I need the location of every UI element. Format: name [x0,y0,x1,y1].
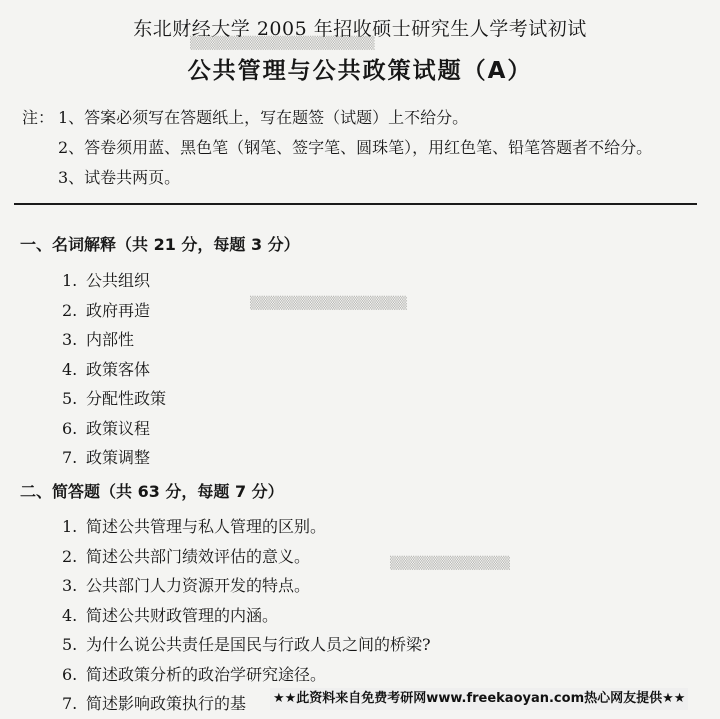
note-line [22,103,652,133]
item-number: 6. [62,664,78,684]
list-item [62,512,431,542]
item-number: 4. [62,605,78,625]
school-title: 东北财经大学 2005 年招收硕士研究生人学考试初试 [133,18,587,40]
item-text: 政策调整 [86,448,151,467]
item-text: 公共部门人力资源开发的特点。 [86,576,311,595]
item-number: 7. [62,694,78,713]
item-text: 公共组织 [86,271,151,290]
note-text: 3、试卷共两页。 [58,168,181,187]
exam-notes [22,103,652,193]
exam-title: 公共管理与公共政策试题（A） [187,58,533,84]
item-number: 1. [62,517,78,536]
list-item [62,266,166,296]
source-watermark-banner: ★★此资料来自免费考研网www.freekaoyan.com热心网友提供★★ [270,688,688,710]
item-number: 2. [62,546,78,566]
item-number: 5. [62,635,78,654]
item-number: 4. [62,359,78,379]
item-text: 简述公共财政管理的内涵。 [86,605,279,625]
divider-rule [14,203,697,205]
note-line [22,163,652,193]
list-item [62,660,431,690]
item-text: 简述公共管理与私人管理的区别。 [86,517,327,536]
bleed-through-mark: ▒▒▒▒▒▒▒▒▒▒▒▒▒▒▒▒▒▒▒▒ [190,36,375,50]
note-line [22,133,652,163]
item-text: 内部性 [86,330,135,349]
item-text: 分配性政策 [86,389,167,408]
list-item [62,542,431,572]
list-item [62,443,166,473]
list-item [62,384,166,414]
item-number: 2. [62,300,78,320]
note-text: 2、答卷须用蓝、黑色笔（钢笔、签字笔、圆珠笔），用红色笔、铅笔答题者不给分。 [58,138,653,157]
item-text: 为什么说公共责任是国民与行政人员之间的桥梁? [86,635,431,654]
item-number: 5. [62,389,78,408]
list-item [62,355,166,385]
list-item [62,296,166,326]
item-text: 政策议程 [86,418,151,438]
item-text: 简述政策分析的政治学研究途径。 [86,664,327,684]
item-text: 政府再造 [86,300,151,320]
item-text: 简述影响政策执行的基 [86,694,247,713]
note-text: 1、答案必须写在答题纸上，写在题签（试题）上不给分。 [58,108,469,127]
list-item [62,601,431,631]
item-number: 1. [62,271,78,290]
section-heading-short-answer: 二、简答题（共 63 分，每题 7 分） [20,482,284,501]
item-number: 7. [62,448,78,467]
bleed-through-mark: ▒▒▒▒▒▒▒▒▒▒▒▒▒▒▒▒▒ [250,296,407,310]
item-text: 简述公共部门绩效评估的意义。 [86,546,311,566]
bleed-through-mark: ▒▒▒▒▒▒▒▒▒▒▒▒▒ [390,556,510,570]
list-item [62,414,166,444]
notes-lead: 注： [22,108,55,127]
item-number: 3. [62,576,78,595]
item-number: 3. [62,330,78,349]
list-item [62,325,166,355]
definitions-list [62,266,166,473]
item-number: 6. [62,418,78,438]
list-item [62,630,431,660]
section-heading-definitions: 一、名词解释（共 21 分，每题 3 分） [20,235,300,254]
list-item [62,571,431,601]
item-text: 政策客体 [86,359,151,379]
